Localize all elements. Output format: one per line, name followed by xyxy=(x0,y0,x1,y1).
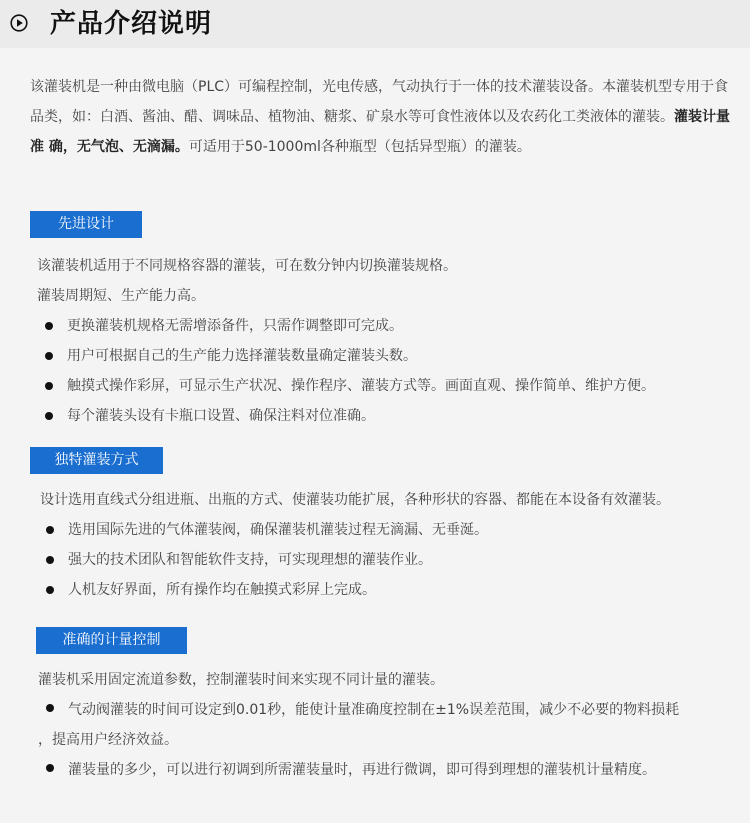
bullet-dot xyxy=(45,352,53,360)
play-circle-icon xyxy=(10,14,28,32)
section-text: 灌装机采用固定流道参数，控制灌装时间来实现不同计量的灌装。 xyxy=(38,672,444,688)
bullet-item: 人机友好界面，所有操作均在触摸式彩屏上完成。 xyxy=(68,582,376,598)
bullet-dot xyxy=(45,412,53,420)
bullet-dot xyxy=(46,586,54,594)
bullet-item: 触摸式操作彩屏，可显示生产状况、操作程序、灌装方式等。画面直观、操作简单、维护方便。 xyxy=(67,378,655,394)
bullet-item: 更换灌装机规格无需增添备件，只需作调整即可完成。 xyxy=(67,318,403,334)
section-text: 灌装周期短、生产能力高。 xyxy=(37,288,205,304)
bullet-dot xyxy=(45,382,53,390)
page-title: 产品介绍说明 xyxy=(50,9,213,39)
bullet-dot xyxy=(46,764,54,772)
bullet-item: 用户可根据自己的生产能力选择灌装数量确定灌装头数。 xyxy=(67,348,417,364)
bullet-dot xyxy=(46,704,54,712)
bullet-item-continued: ，提高用户经济效益。 xyxy=(38,732,178,748)
bullet-item: 每个灌装头设有卡瓶口设置、确保注料对位准确。 xyxy=(67,408,375,424)
bullet-item: 灌装量的多少，可以进行初调到所需灌装量时，再进行微调，即可得到理想的灌装机计量精度。 xyxy=(68,762,656,778)
bullet-item: 选用国际先进的气体灌装阀，确保灌装机灌装过程无滴漏、无垂涎。 xyxy=(68,522,488,538)
page-header xyxy=(0,0,750,48)
intro-highlight: 灌装计量准 确，无气泡、无滴漏。 xyxy=(30,109,730,155)
section-text: 该灌装机适用于不同规格容器的灌装，可在数分钟内切换灌装规格。 xyxy=(37,258,457,274)
bullet-dot xyxy=(46,526,54,534)
intro-text-end: 可适用于50-1000ml各种瓶型（包括异型瓶）的灌装。 xyxy=(188,139,531,155)
intro-paragraph xyxy=(30,72,730,162)
section-tag-precise-metering: 准确的计量控制 xyxy=(36,627,187,654)
intro-text: 该灌装机是一种由微电脑（PLC）可编程控制，光电传感，气动执行于一体的技术灌装设备。本灌装机型专用于食品类，如：白酒、酱油、醋、调味品、植物油、糖浆、矿泉水等可食性液体以及农药化工类液体的灌装。 xyxy=(30,79,729,125)
section-tag-advanced-design: 先进设计 xyxy=(30,211,142,238)
section-tag-unique-filling: 独特灌装方式 xyxy=(30,447,163,474)
bullet-dot xyxy=(46,556,54,564)
bullet-dot xyxy=(45,322,53,330)
bullet-item: 强大的技术团队和智能软件支持，可实现理想的灌装作业。 xyxy=(68,552,432,568)
section-text: 设计选用直线式分组进瓶、出瓶的方式、使灌装功能扩展，各种形状的容器、都能在本设备有效灌装。 xyxy=(40,492,670,508)
bullet-item: 气动阀灌装的时间可设定到0.01秒，能使计量准确度控制在±1%误差范围，减少不必要的物料损耗 xyxy=(68,702,680,718)
